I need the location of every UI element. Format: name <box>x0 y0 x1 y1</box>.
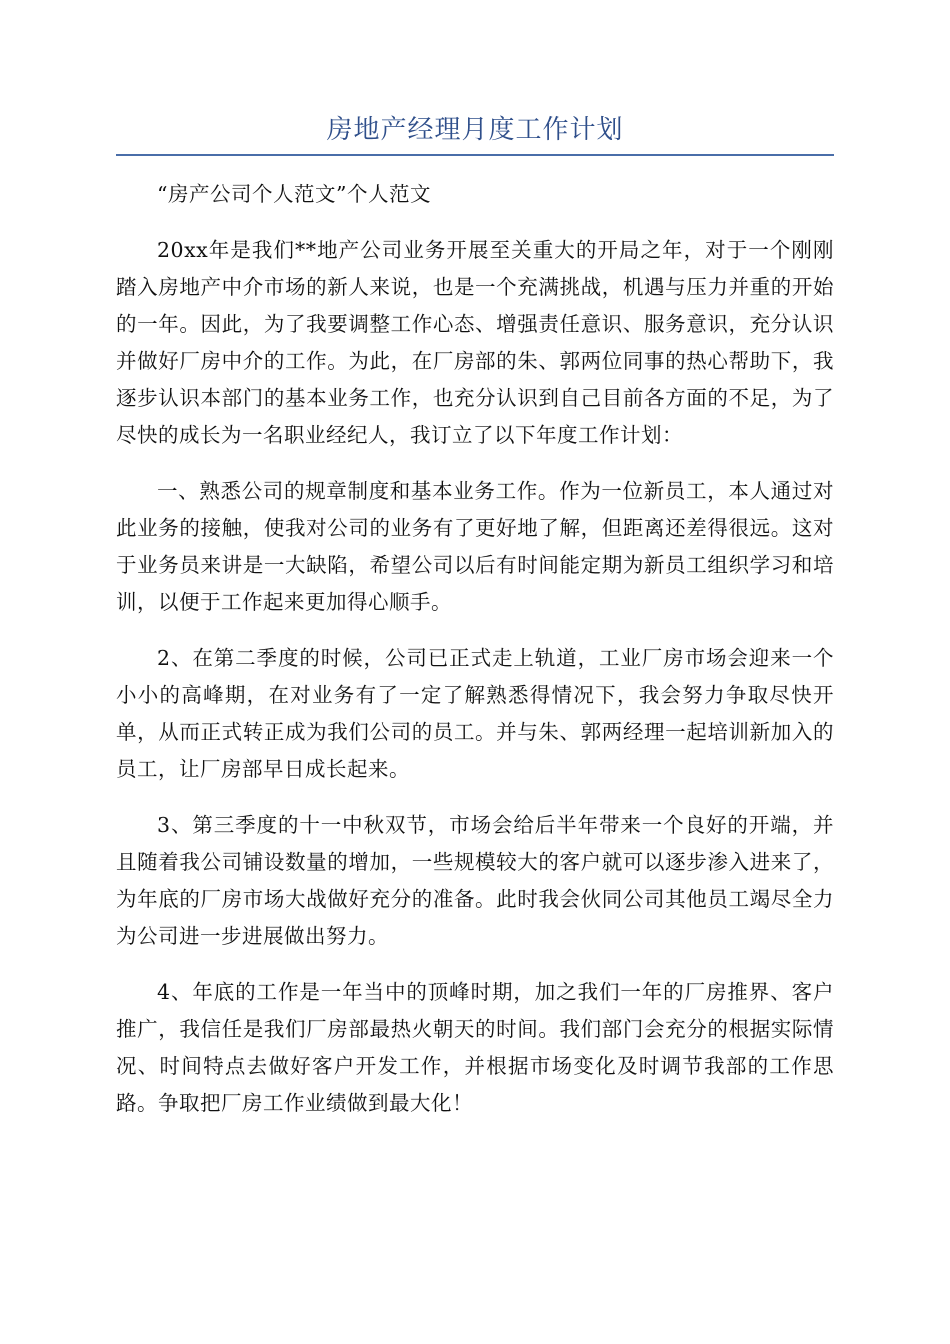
paragraph-intro: 20xx年是我们**地产公司业务开展至关重大的开局之年，对于一个刚刚踏入房地产中介市场的新人来说，也是一个充满挑战，机遇与压力并重的开始的一年。因此，为了我要调整工作心态、增强责任意识、服务意识，充分认识并做好厂房中介的工作。为此，在厂房部的朱、郭两位同事的热心帮助下，我逐步认识本部门的基本业务工作，也充分认识到自己目前各方面的不足，为了尽快的成长为一名职业经纪人，我订立了以下年度工作计划： <box>116 238 834 447</box>
document-subtitle: “房产公司个人范文”个人范文 <box>157 182 431 206</box>
paragraph-item-1: 一、熟悉公司的规章制度和基本业务工作。作为一位新员工，本人通过对此业务的接触，使我对公司的业务有了更好地了解，但距离还差得很远。这对于业务员来讲是一大缺陷，希望公司以后有时间能定期为新员工组织学习和培训，以便于工作起来更加得心顺手。 <box>116 479 834 614</box>
paragraph-item-2: 2、在第二季度的时候，公司已正式走上轨道，工业厂房市场会迎来一个小小的高峰期，在对业务有了一定了解熟悉得情况下，我会努力争取尽快开单，从而正式转正成为我们公司的员工。并与朱、郭两经理一起培训新加入的员工，让厂房部早日成长起来。 <box>116 646 834 781</box>
document-title: 房地产经理月度工作计划 <box>326 115 624 145</box>
document-body <box>116 176 834 1141</box>
paragraph-item-4: 4、年底的工作是一年当中的顶峰时期，加之我们一年的厂房推界、客户推广，我信任是我们厂房部最热火朝天的时间。我们部门会充分的根据实际情况、时间特点去做好客户开发工作，并根据市场变化及时调节我部的工作思路。争取把厂房工作业绩做到最大化！ <box>116 980 834 1115</box>
paragraph-item-3: 3、第三季度的十一中秋双节，市场会给后半年带来一个良好的开端，并且随着我公司铺设数量的增加，一些规模较大的客户就可以逐步渗入进来了，为年底的厂房市场大战做好充分的准备。此时我会伙同公司其他员工竭尽全力为公司进一步进展做出努力。 <box>116 813 834 948</box>
title-underline <box>116 154 834 156</box>
